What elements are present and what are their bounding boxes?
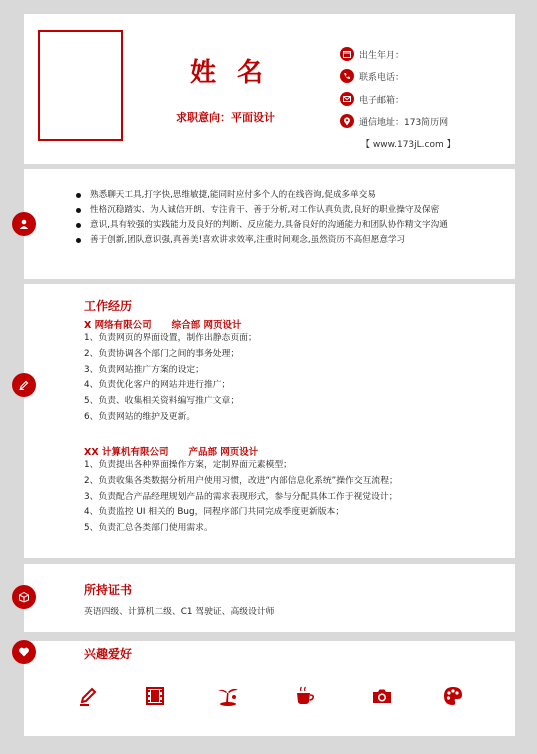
pencil-icon: [12, 373, 36, 397]
company-heading: [84, 444, 258, 458]
location-icon: [340, 114, 354, 128]
palette-icon: [441, 684, 465, 708]
drawing-icon: [76, 684, 100, 708]
heart-icon: [12, 640, 36, 664]
certificates-panel: [24, 564, 515, 632]
certificates-title: 所持证书: [84, 583, 133, 597]
company-name: XX 计算机有限公司: [84, 447, 169, 458]
list-item: 1、负责网页的界面设置，制作出静态页面；: [84, 333, 257, 343]
duty-list: [84, 331, 257, 426]
list-item: 4、负责优化客户的网站并进行推广；: [84, 380, 231, 391]
calendar-icon: [340, 47, 354, 61]
list-item: 5、负责、收集相关资料编写推广文章；: [84, 396, 240, 407]
list-item: 1、负责提出各种界面操作方案，定制界面元素模型；: [84, 460, 292, 470]
cube-icon: [12, 585, 36, 609]
hobbies-title: 兴趣爱好: [84, 647, 133, 661]
list-item: 2、负责收集各类数据分析用户使用习惯，改进“内部信息化系统”操作交互流程；: [84, 475, 398, 486]
list-item: 意识,具有较强的实践能力及良好的判断、反应能力,具备良好的沟通能力和团队协作精文字沟通: [76, 218, 448, 233]
candidate-name: 姓 名: [190, 58, 270, 88]
travel-icon: [216, 684, 240, 708]
duty-list: [84, 458, 398, 537]
company-name: X 网络有限公司: [84, 320, 152, 331]
list-item: 6、负责网站的维护及更新。: [84, 411, 196, 422]
info-label: 出生年月：: [359, 50, 405, 61]
info-label: 电子邮箱：: [359, 95, 405, 106]
company-heading: [84, 317, 241, 331]
list-item: 3、负责网站推广方案的设定；: [84, 364, 204, 375]
info-email: [340, 91, 404, 107]
list-item: 3、负责配合产品经理规划产品的需求表现形式，参与分配具体工作于视觉设计；: [84, 491, 398, 502]
list-item: 性格沉稳踏实、为人诚信开朗、专注肯干、善于分析,对工作认真负责,良好的职业操守及保密: [76, 203, 448, 218]
mail-icon: [340, 92, 354, 106]
list-item: 善于创新,团队意识强,真善美!喜欢讲求效率,注重时间观念,虽然资历不高但愿意学习: [76, 233, 448, 248]
coffee-icon: [293, 684, 317, 708]
profile-list: [76, 188, 448, 248]
phone-icon: [340, 69, 354, 83]
info-address: [340, 113, 448, 129]
info-label: 联系电话：: [359, 72, 405, 83]
list-item: 2、负责协调各个部门之间的事务处理；: [84, 348, 240, 359]
list-item: 5、负责汇总各类部门使用需求。: [84, 523, 213, 534]
info-birthdate: [340, 46, 404, 62]
certificates-text: 英语四级、计算机二级、C1 驾驶证、高级设计师: [84, 607, 275, 617]
job-intent: 求职意向：平面设计: [176, 111, 275, 124]
info-phone: [340, 68, 404, 84]
company-dept: 综合部 网页设计: [171, 320, 242, 331]
info-label: 通信地址：173简历网: [359, 117, 449, 128]
list-item: 熟悉聊天工具,打字快,思维敏捷,能同时应付多个人的在线咨询,促成多单交易: [76, 188, 448, 203]
list-item: 4、负责监控 UI 相关的 Bug，同程序部门共同完成季度更新版本；: [84, 507, 345, 518]
user-icon: [12, 212, 36, 236]
camera-icon: [370, 684, 394, 708]
website-link[interactable]: 【 www.173jL.com 】: [361, 140, 456, 150]
film-icon: [143, 684, 167, 708]
company-dept: 产品部 网页设计: [188, 447, 259, 458]
experience-title: 工作经历: [84, 299, 133, 313]
photo-frame: [38, 30, 123, 141]
